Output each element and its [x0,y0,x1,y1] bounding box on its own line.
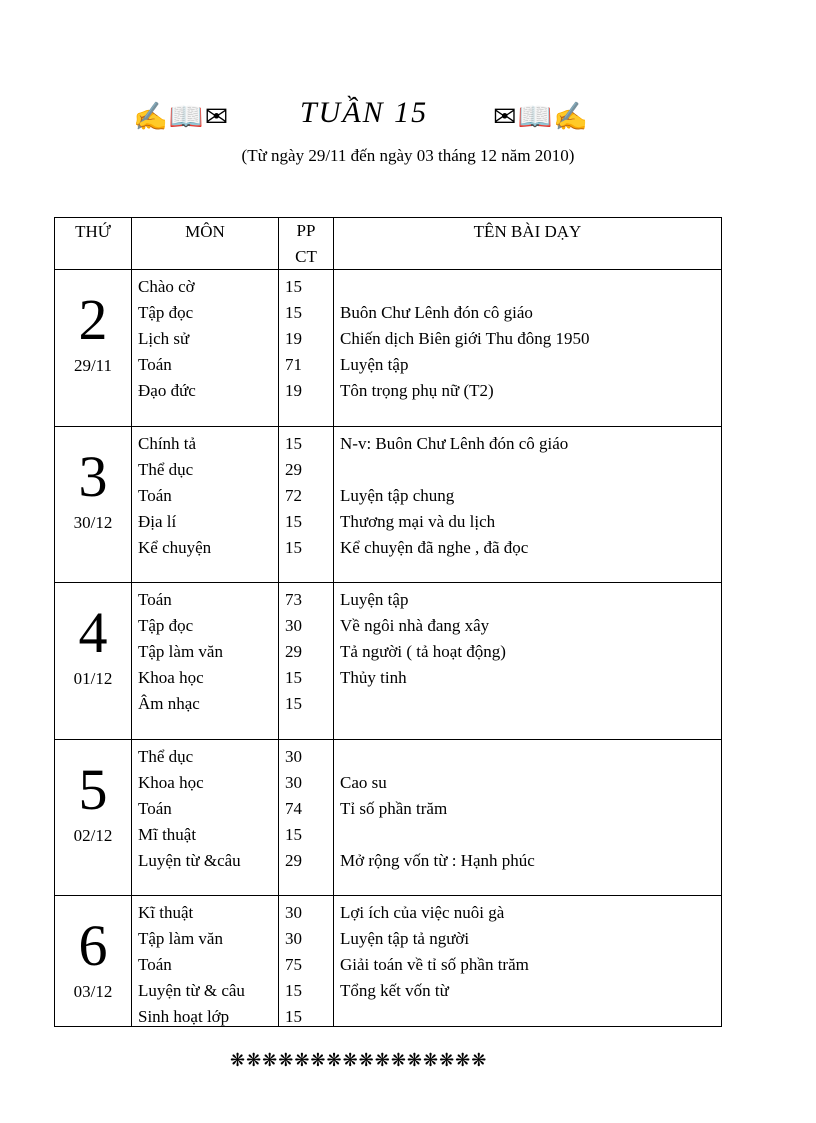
lesson-text: Kể chuyện đã nghe , đã đọc [340,538,529,557]
subject-text: Chào cờ [138,277,195,296]
lesson-text: Thủy tinh [340,668,407,687]
day-number: 2 [78,287,108,352]
day-number: 4 [78,600,108,665]
ppct-text: 29 [285,642,302,661]
day-date: 29/11 [73,356,113,375]
day-cell [55,896,132,1026]
lesson-text: Tôn trọng phụ nữ (T2) [340,381,494,400]
subject-text: Sinh hoạt lớp [138,1007,230,1026]
subject-text: Lịch sử [138,329,190,348]
lesson-text [340,1004,721,1030]
subject-cell [132,583,279,739]
lesson-text: Buôn Chư Lênh đón cô giáo [340,303,533,322]
ppct-text: 29 [285,460,302,479]
subject-text: Địa lí [138,512,177,531]
subject-text: Toán [138,955,172,974]
lesson-cell [334,740,721,895]
ppct-cell [279,896,334,1026]
ppct-text: 15 [285,694,302,713]
lesson-text [340,822,721,848]
lesson-text: Thương mại và du lịch [340,512,496,531]
subject-text: Toán [138,799,172,818]
day-block [55,583,721,740]
subject-text: Tập đọc [138,303,194,322]
header-ppct [279,218,334,269]
book-pen-decoration-left: ✍📖✉ [133,102,230,133]
subject-text: Luyện từ & câu [138,981,245,1000]
lesson-text: Tỉ số phần trăm [340,799,448,818]
lesson-text [340,691,721,717]
lesson-text: Giải toán về tỉ số phần trăm [340,955,529,974]
day-date: 30/12 [73,513,113,532]
ppct-text: 15 [285,434,302,453]
lesson-text: Luyện tập [340,355,409,374]
subject-cell [132,427,279,582]
subject-cell [132,740,279,895]
subject-text: Đạo đức [138,381,196,400]
title-row [0,96,816,140]
lesson-text: Luyện tập [340,590,409,609]
ppct-text: 19 [285,329,302,348]
lesson-text: Chiến dịch Biên giới Thu đông 1950 [340,329,590,348]
header-lesson: TÊN BÀI DẠY [473,222,582,241]
lesson-text: Luyện tập chung [340,486,455,505]
lesson-text: Lợi ích của việc nuôi gà [340,903,505,922]
ppct-text: 15 [285,1007,302,1026]
lesson-text: Tả người ( tả hoạt động) [340,642,506,661]
day-number: 6 [78,913,108,978]
ppct-text: 75 [285,955,302,974]
ppct-text: 30 [285,903,302,922]
lesson-cell [334,896,721,1026]
lesson-text [340,744,721,770]
ppct-text: 74 [285,799,302,818]
day-block [55,896,721,1026]
ppct-cell [279,270,334,426]
header-ppct-line2: CT [295,247,317,266]
subject-text: Toán [138,355,172,374]
ppct-cell [279,740,334,895]
lesson-text: Tổng kết vốn từ [340,981,449,1000]
subject-text: Tập làm văn [138,929,223,948]
lesson-text: N-v: Buôn Chư Lênh đón cô giáo [340,434,569,453]
day-number: 3 [78,444,108,509]
lesson-text [340,457,721,483]
subject-text: Khoa học [138,668,204,687]
lesson-text: Cao su [340,773,387,792]
ppct-text: 73 [285,590,302,609]
page-title: TUẦN 15 [300,96,429,129]
ppct-text: 30 [285,929,302,948]
day-block [55,270,721,427]
subject-text: Toán [138,590,172,609]
subject-cell [132,270,279,426]
ppct-text: 29 [285,851,302,870]
day-cell [55,583,132,739]
subject-text: Thể dục [138,460,194,479]
lesson-cell [334,583,721,739]
subject-text: Âm nhạc [138,694,200,713]
day-cell [55,270,132,426]
ppct-text: 19 [285,381,302,400]
ppct-text: 30 [285,616,302,635]
subject-text: Luyện từ &câu [138,851,241,870]
book-pen-decoration-right: ✉📖✍ [493,102,590,133]
subject-text: Chính tả [138,434,197,453]
ppct-text: 30 [285,747,302,766]
ppct-text: 15 [285,538,302,557]
ppct-text: 71 [285,355,302,374]
ppct-text: 15 [285,981,302,1000]
weekly-schedule-table [54,217,722,1027]
day-date: 01/12 [73,669,113,688]
subject-text: Toán [138,486,172,505]
date-range-subtitle: (Từ ngày 29/11 đến ngày 03 tháng 12 năm 2010) [241,146,575,165]
subject-text: Tập làm văn [138,642,223,661]
lesson-text: Luyện tập tả người [340,929,470,948]
table-header-row [55,218,721,270]
ppct-text: 15 [285,512,302,531]
day-date: 03/12 [73,982,113,1001]
subject-text: Tập đọc [138,616,194,635]
lesson-cell [334,427,721,582]
day-number: 5 [78,757,108,822]
day-cell [55,740,132,895]
day-cell [55,427,132,582]
header-subject: MÔN [132,218,279,269]
subject-text: Kĩ thuật [138,903,194,922]
subject-text: Kể chuyện [138,538,212,557]
ppct-text: 15 [285,668,302,687]
lesson-text: Về ngôi nhà đang xây [340,616,490,635]
ppct-text: 72 [285,486,302,505]
ppct-text: 15 [285,825,302,844]
header-ppct-line1: PP [296,221,316,240]
subject-cell [132,896,279,1026]
ppct-cell [279,583,334,739]
lesson-text [340,274,721,300]
lesson-text: Mở rộng vốn từ : Hạnh phúc [340,851,535,870]
day-block [55,740,721,896]
subject-text: Mĩ thuật [138,825,197,844]
subject-text: Thể dục [138,747,194,766]
ppct-cell [279,427,334,582]
day-block [55,427,721,583]
lesson-cell [334,270,721,426]
star-divider: ❋❋❋❋❋❋❋❋❋❋❋❋❋❋❋❋ [230,1050,488,1070]
ppct-text: 15 [285,277,302,296]
ppct-text: 30 [285,773,302,792]
header-day: THỨ [55,218,132,269]
subject-text: Khoa học [138,773,204,792]
day-date: 02/12 [73,826,113,845]
ppct-text: 15 [285,303,302,322]
